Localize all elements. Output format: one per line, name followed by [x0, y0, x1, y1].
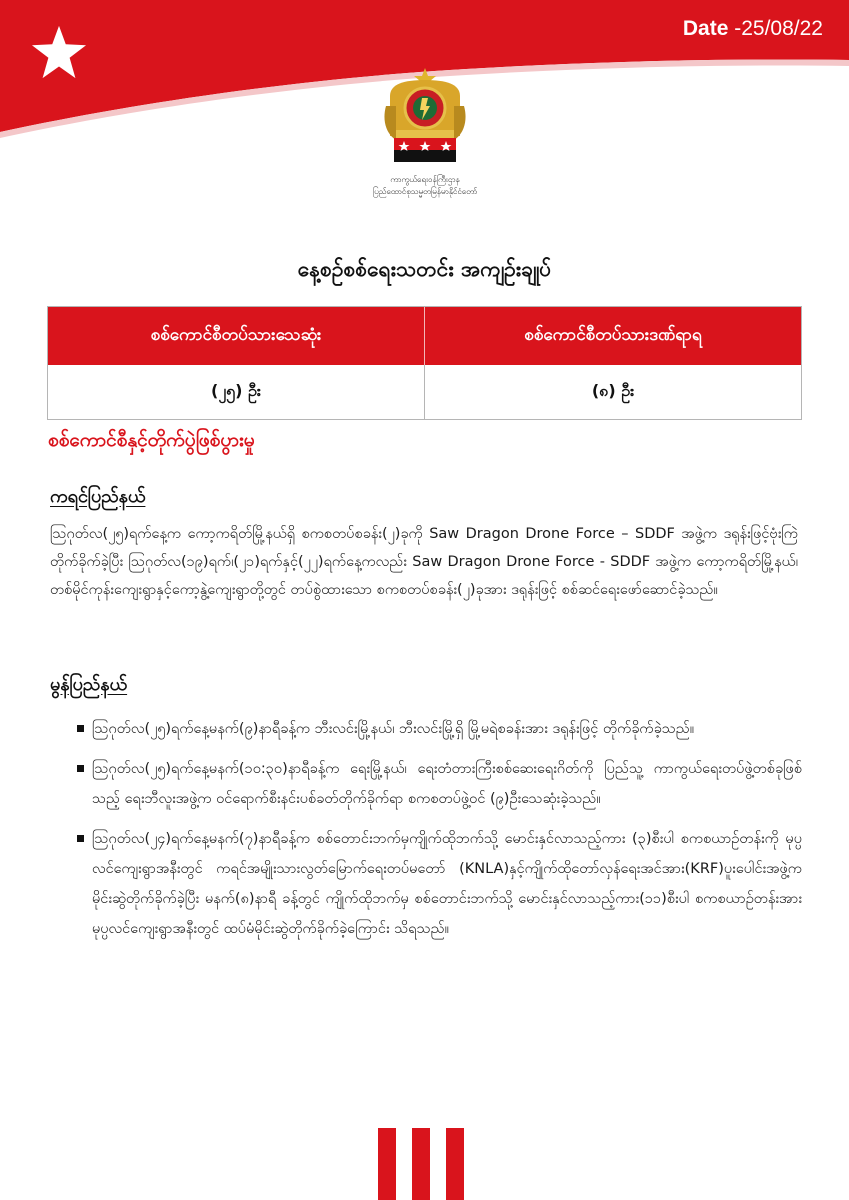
region-paragraph-karen: ဩဂုတ်လ(၂၅)ရက်နေ့က ကော့ကရိတ်မြို့နယ်ရှိ စကစတပ်စခန်း(၂)ခုကို Saw Dragon Drone Force – SDDF အဖွဲ့က ဒရုန်းဖြင့်ဗုံးကြဲတိုက်ခိုက်ခဲ့ပြီး ဩဂုတ်လ(၁၉)ရက်၊(၂၁)ရက်နှင့်(၂၂)ရက်နေ့ကလည်း Saw Dragon Drone Force - SDDF အဖွဲ့က ကော့ကရိတ်မြို့နယ်၊ တစ်မိုင်ကုန်းကျေးရွာနှင့်ကော့နွဲ့ကျေးရွာတို့တွင် တပ်စွဲထားသော စကစတပ်စခန်း(၂)ခုအား ဒရုန်းဖြင့် စစ်ဆင်ရေးဖော်ဆောင်ခဲ့သည်။ — [50, 526, 798, 598]
page-title: နေ့စဉ်စစ်ရေးသတင်း အကျဉ်းချုပ် — [297, 257, 552, 281]
emblem-caption-ministry: ကာကွယ်ရေးဝန်ကြီးဌာန — [390, 175, 460, 184]
header-wounded: စစ်ကောင်စီတပ်သားဒဏ်ရာရ — [424, 307, 801, 365]
list-item — [50, 754, 802, 814]
casualty-table-row — [48, 365, 801, 419]
value-wounded: (၈) ဦး — [424, 365, 801, 419]
list-item — [50, 824, 802, 944]
region-heading-mon: မွန်ပြည်နယ် — [50, 674, 128, 695]
casualty-table-header — [48, 307, 801, 365]
list-item-text: ဩဂုတ်လ(၂၄)ရက်နေ့မနက်(၇)နာရီခန့်က စစ်တောင်းဘက်မှကျိုက်ထိုဘက်သို့ မောင်းနှင်လာသည့်ကား (၃)စီးပါ စကစယာဉ်တန်းကို မုပ္ပလင်ကျေးရွာအနီးတွင် ကရင်အမျိုးသားလွတ်မြောက်ရေးတပ်မတော် (KNLA)နှင့်ကျိုက်ထိုတော်လှန်ရေးအင်အား(KRF)ပူးပေါင်းအဖွဲ့က မိုင်းဆွဲတိုက်ခိုက်ခဲ့ပြီး မနက်(၈)နာရီ ခန့်တွင် ကျိုက်ထိုဘက်မှ စစ်တောင်းဘက်သို့ မောင်းနှင်လာသည့်ကား(၁၁)စီးပါ စကစယာဉ်တန်းအား မုပ္ပလင်ကျေးရွာအနီးတွင် ထပ်မံမိုင်းဆွဲတိုက်ခိုက်ခဲ့ကြောင်း သိရသည်။ — [92, 831, 802, 937]
mon-incident-list — [50, 714, 802, 954]
section-heading-clashes: စစ်ကောင်စီနှင့်တိုက်ပွဲဖြစ်ပွားမှု — [48, 429, 255, 451]
bullet-icon — [77, 725, 84, 732]
casualty-table — [47, 306, 802, 420]
bullet-icon — [77, 765, 84, 772]
list-item-text: ဩဂုတ်လ(၂၅)ရက်နေ့မနက်(၁၀:၃၀)နာရီခန့်က ရေးမြို့နယ်၊ ရေးတံတားကြီးစစ်ဆေးရေးဂိတ်ကို ပြည်သူ့ ကာကွယ်ရေးတပ်ဖွဲ့တစ်ခုဖြစ်သည့် ရေးဘီလူးအဖွဲ့က ဝင်ရောက်စီးနင်းပစ်ခတ်တိုက်ခိုက်ရာ စကစတပ်ဖွဲ့ဝင် (၉)ဦးသေဆုံးခဲ့သည်။ — [92, 761, 802, 807]
report-date — [683, 17, 823, 41]
list-item-text: ဩဂုတ်လ(၂၅)ရက်နေ့မနက်(၉)နာရီခန့်က ဘီးလင်းမြို့နယ်၊ ဘီးလင်းမြို့ရှိ မြို့မရဲစခန်းအား ဒရုန်းဖြင့် တိုက်ခိုက်ခဲ့သည်။ — [92, 721, 695, 737]
region-heading-karen: ကရင်ပြည်နယ် — [50, 486, 146, 507]
emblem-caption-country: ပြည်ထောင်စုသမ္မတမြန်မာနိုင်ငံတော် — [372, 187, 478, 196]
star-icon — [30, 24, 88, 80]
header-killed: စစ်ကောင်စီတပ်သားသေဆုံး — [150, 324, 322, 345]
date-label: Date — [682, 17, 729, 40]
ministry-emblem-logo — [382, 66, 468, 172]
list-item — [50, 714, 802, 744]
footer-bars-decoration — [378, 1128, 464, 1200]
value-killed: (၂၅) ဦး — [211, 381, 261, 400]
bullet-icon — [77, 835, 84, 842]
date-value: -25/08/22 — [734, 17, 823, 40]
